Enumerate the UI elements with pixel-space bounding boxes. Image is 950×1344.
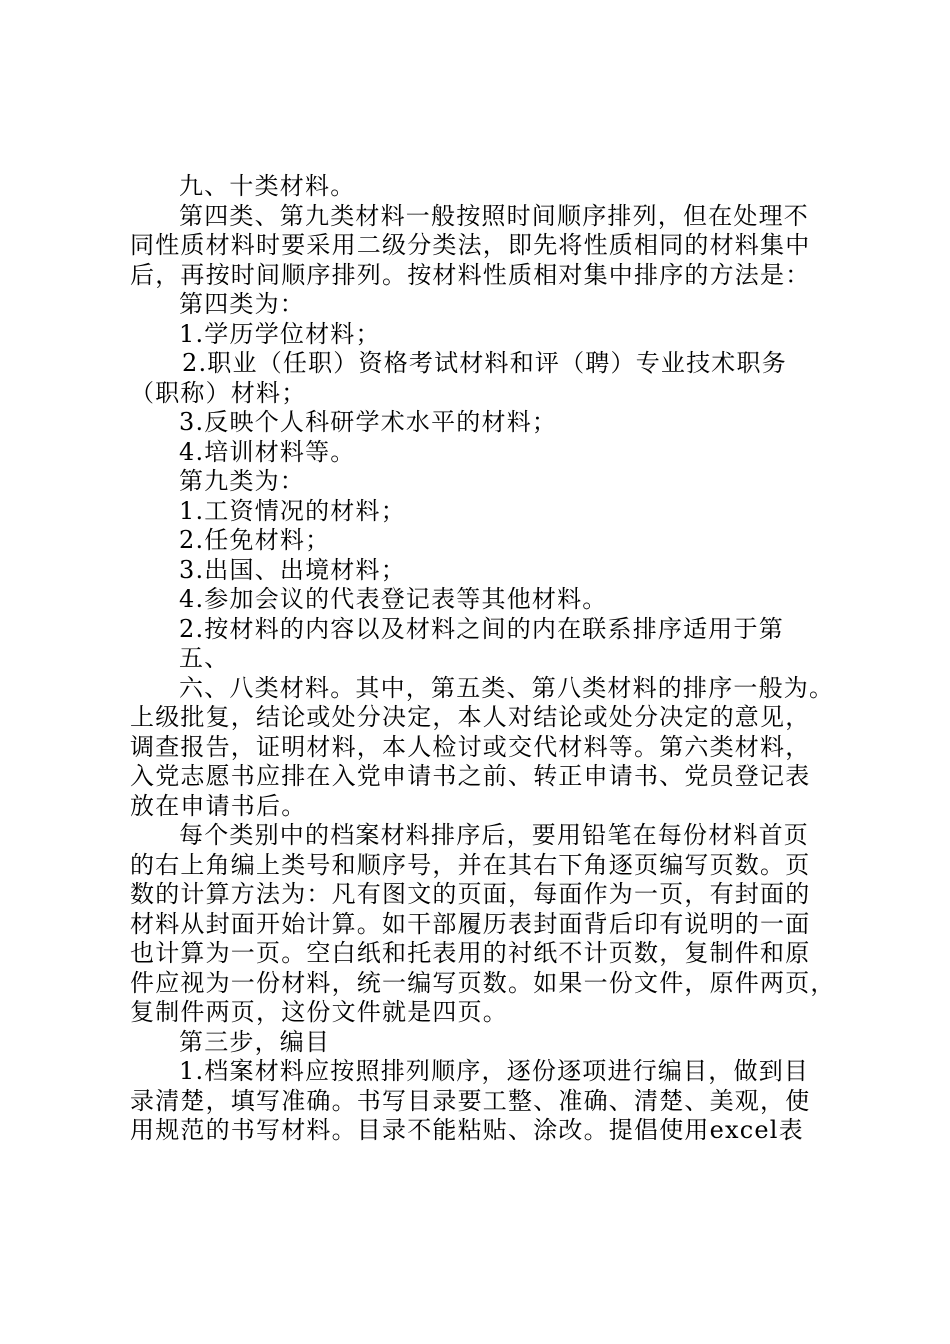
text-line: 五、 [179,644,230,672]
text-line: 录清楚，填写准确。书写目录要工整、准确、清楚、美观，使 [130,1086,811,1115]
text-line: 2.任免材料； [179,526,331,554]
text-line: 放在申请书后。 [130,791,307,820]
text-line: 的右上角编上类号和顺序号，并在其右下角逐页编写页数。页 [130,850,811,879]
text-line: 后，再按时间顺序排列。按材料性质相对集中排序的方法是： [130,260,811,289]
text-line: 九、十类材料。 [179,172,356,200]
text-line: 用规范的书写材料。目录不能粘贴、涂改。提倡使用excel表 [130,1116,804,1144]
text-line: 3.出国、出境材料； [179,555,406,584]
text-line: 第九类为： [179,467,305,495]
text-line: 1.档案材料应按照排列顺序，逐份逐项进行编目，做到目 [179,1057,810,1085]
text-line: 1.工资情况的材料； [179,496,406,525]
text-line: 复制件两页，这份文件就是四页。 [130,998,508,1026]
text-line: 第四类、第九类材料一般按照时间顺序排列，但在处理不 [179,201,809,230]
text-line: 调查报告，证明材料，本人检讨或交代材料等。第六类材料， [130,732,811,761]
text-line: 六、八类材料。其中，第五类、第八类材料的排序一般为。 [179,673,835,702]
text-line: 材料从封面开始计算。如干部履历表封面背后印有说明的一面 [130,909,811,938]
text-line: 1.学历学位材料； [179,319,381,348]
text-line: 每个类别中的档案材料排序后，要用铅笔在每份材料首页 [179,821,809,849]
text-line: 2.职业（任职）资格考试材料和评（聘）专业技术职务 [182,349,787,377]
text-line: 第四类为： [179,290,305,318]
text-line: 入党志愿书应排在入党申请书之前、转正申请书、党员登记表 [130,762,811,790]
text-line: 4.参加会议的代表登记表等其他材料。 [179,585,608,613]
text-line: 件应视为一份材料，统一编写页数。如果一份文件，原件两页， [130,968,836,997]
section-heading: 第三步，编目 [179,1027,331,1056]
text-line: 上级批复，结论或处分决定，本人对结论或处分决定的意见， [130,703,811,731]
text-line: 4.培训材料等。 [179,437,356,466]
text-line: 数的计算方法为：凡有图文的页面，每面作为一页，有封面的 [130,880,811,908]
text-line: 同性质材料时要采用二级分类法，即先将性质相同的材料集中 [130,231,811,259]
text-line: 2.按材料的内容以及材料之间的内在联系排序适用于第 [179,614,784,643]
document-body [130,172,840,1146]
text-line: 也计算为一页。空白纸和托表用的衬纸不计页数，复制件和原 [130,939,811,967]
text-line: （职称）材料； [130,378,307,407]
text-line: 3.反映个人科研学术水平的材料； [179,408,558,436]
